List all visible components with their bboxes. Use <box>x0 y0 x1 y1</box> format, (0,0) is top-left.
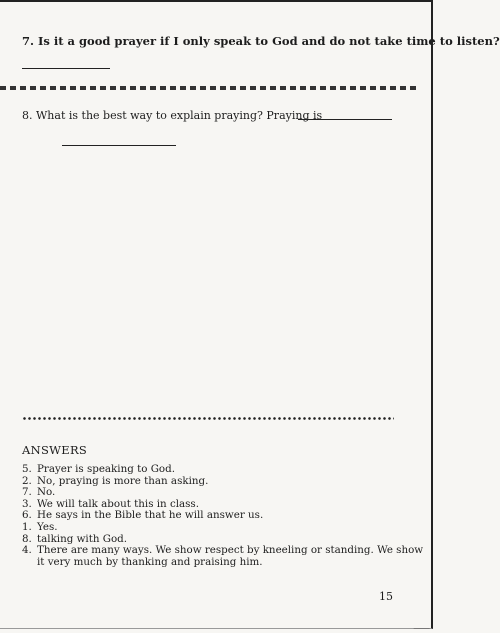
answer-number: 2. <box>22 474 32 487</box>
answer-text: No. <box>37 486 56 499</box>
answer-item <box>22 476 423 488</box>
answer-text: There are many ways. We show respect by kneeling or standing. We show <box>37 544 424 557</box>
answer-item <box>22 464 423 476</box>
answer-number: 7. <box>22 486 32 499</box>
asterisk-divider <box>22 416 394 421</box>
answer-text: talking with God. <box>37 532 128 545</box>
page-number: 15 <box>379 590 393 603</box>
answer-item <box>22 545 423 557</box>
answer-text: Prayer is speaking to God. <box>37 463 175 475</box>
dashed-divider <box>0 86 416 90</box>
answer-text: He says in the Bible that he will answer us. <box>37 509 264 522</box>
answer-text: We will talk about this in class. <box>37 497 199 510</box>
answer-number: 1. <box>22 520 32 533</box>
answer-number: 5. <box>22 463 32 475</box>
answer-continuation: it very much by thanking and praising him. <box>37 555 263 568</box>
answer-text: No, praying is more than asking. <box>37 474 209 487</box>
answers-list <box>22 464 423 568</box>
question-7: 7. Is it a good prayer if I only speak to God and do not take time to listen? <box>22 34 500 48</box>
answer-number: 8. <box>22 532 32 545</box>
question-8: 8. What is the best way to explain praying? Praying is <box>22 109 323 122</box>
answer-blank-8a <box>298 119 392 120</box>
answer-text: Yes. <box>37 520 58 533</box>
answer-blank-8b <box>62 145 176 146</box>
answer-item <box>22 510 423 522</box>
answer-number: 3. <box>22 497 32 510</box>
answer-number: 6. <box>22 509 32 522</box>
answer-item <box>22 522 423 534</box>
answers-heading: ANSWERS <box>22 443 88 457</box>
answer-number: 4. <box>22 544 32 557</box>
answer-blank-7 <box>22 68 110 69</box>
